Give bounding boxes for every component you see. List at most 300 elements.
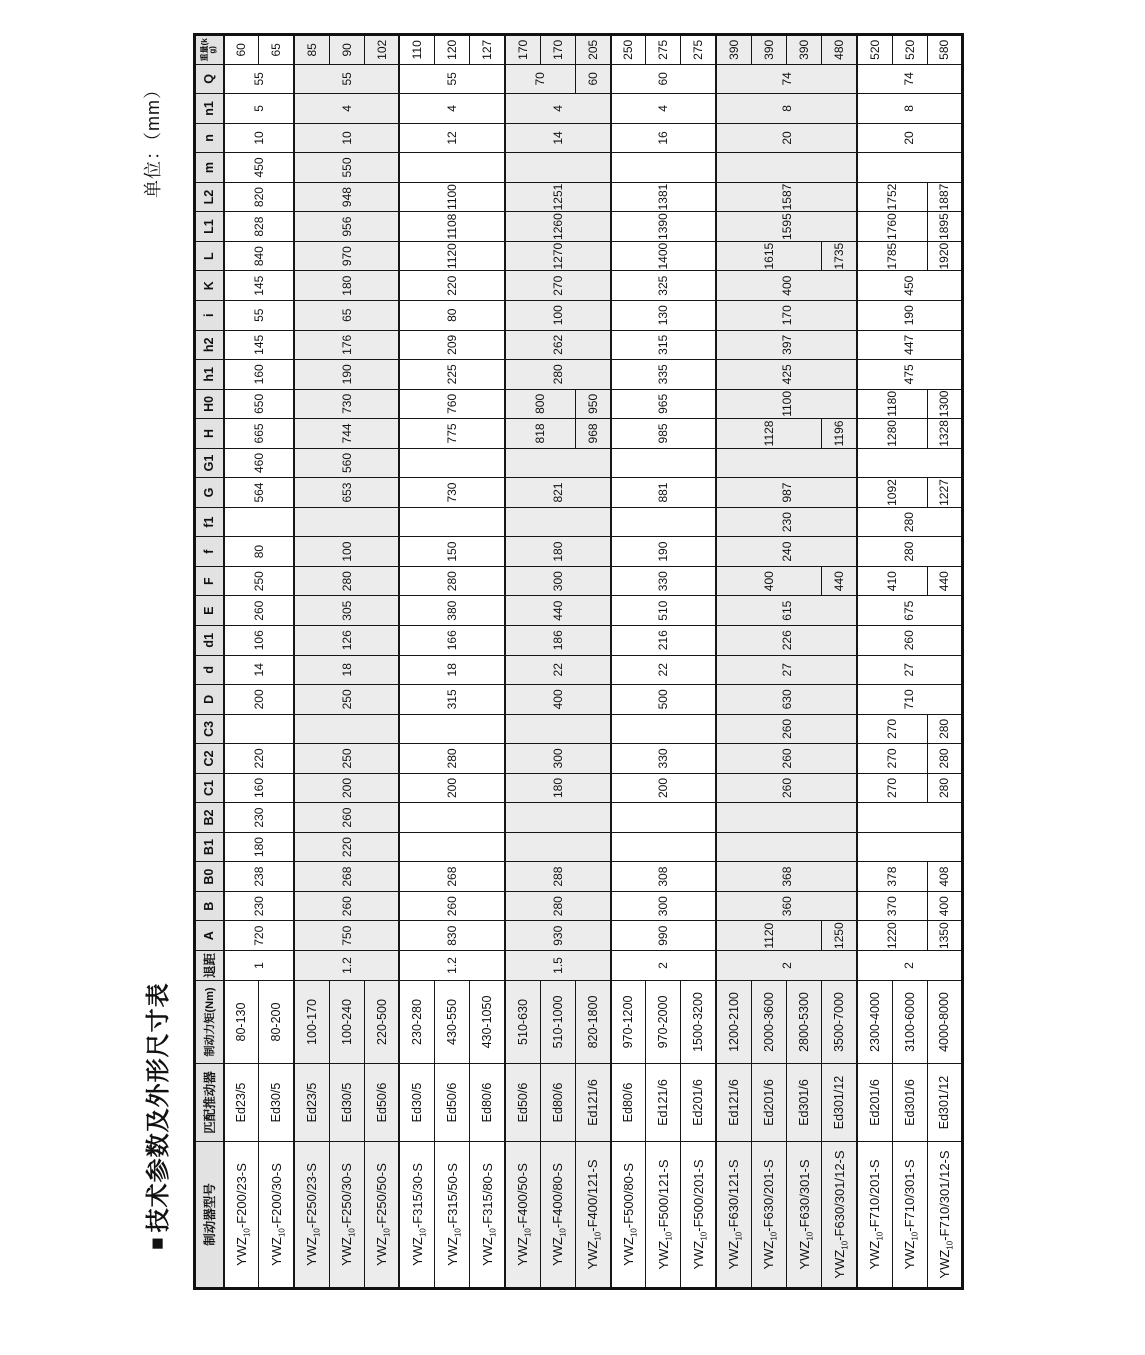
dim-cell: 190 (857, 300, 963, 330)
dim-cell (611, 714, 717, 744)
table-row (505, 35, 540, 1289)
thruster-cell: Ed50/6 (505, 1064, 540, 1142)
dim-cell: 18 (399, 655, 505, 685)
column-header: h1 (195, 360, 224, 390)
dim-cell: 280 (927, 744, 962, 774)
column-header: m (195, 153, 224, 183)
torque-cell: 80-200 (259, 981, 294, 1064)
dim-cell: 127 (470, 35, 505, 65)
torque-cell: 2800-5300 (787, 981, 822, 1064)
torque-cell: 2000-3600 (751, 981, 786, 1064)
dim-cell: 408 (927, 862, 962, 892)
dim-cell: 830 (399, 921, 505, 951)
model-cell: $YWZ_{10}-F500/121-S$ (646, 1142, 681, 1289)
dim-cell: 280 (927, 773, 962, 803)
dim-cell: 650 (224, 389, 294, 419)
torque-cell: 4000-8000 (927, 981, 962, 1064)
dim-cell (399, 507, 505, 537)
dim-cell: 170 (540, 35, 575, 65)
dim-cell: 1300 (927, 389, 962, 419)
dim-cell: 180 (294, 271, 400, 301)
dim-cell: 160 (224, 773, 294, 803)
dim-cell (611, 448, 717, 478)
column-header: C3 (195, 714, 224, 744)
model-cell: $YWZ_{10}-F250/30-S$ (329, 1142, 364, 1289)
column-header: d (195, 655, 224, 685)
dim-cell (294, 507, 400, 537)
dim-cell: 27 (716, 655, 857, 685)
column-header: H0 (195, 389, 224, 419)
dim-cell: 60 (575, 64, 610, 94)
dim-cell: 10 (224, 123, 294, 153)
thruster-cell: Ed201/6 (681, 1064, 716, 1142)
dim-cell: 1328 (927, 419, 962, 449)
column-header: f1 (195, 507, 224, 537)
dim-cell: 180 (505, 537, 611, 567)
thruster-cell: Ed80/6 (470, 1064, 505, 1142)
model-cell: $YWZ_{10}-F315/50-S$ (435, 1142, 470, 1289)
stroke-cell: 1.2 (399, 951, 505, 981)
dim-cell: 965 (611, 389, 717, 419)
title-bullet-icon: ■ (146, 1236, 169, 1250)
dim-cell: 170 (716, 300, 857, 330)
dim-cell: 1920 (927, 241, 962, 271)
dim-cell: 280 (505, 360, 611, 390)
column-header: B0 (195, 862, 224, 892)
dim-cell: 260 (716, 744, 857, 774)
dim-cell: 580 (927, 35, 962, 65)
torque-cell: 2300-4000 (857, 981, 892, 1064)
dim-cell (505, 803, 611, 833)
dim-cell: 720 (224, 921, 294, 951)
column-header: f (195, 537, 224, 567)
dim-cell: 55 (224, 64, 294, 94)
dim-cell: 16 (611, 123, 717, 153)
column-header: D (195, 685, 224, 715)
dim-cell: 1381 (611, 182, 717, 212)
column-header: L (195, 241, 224, 271)
dim-cell: 220 (399, 271, 505, 301)
dim-cell: 615 (716, 596, 857, 626)
unit-label-text: 单位：（mm） (143, 80, 163, 198)
dim-cell (505, 507, 611, 537)
dim-cell (611, 832, 717, 862)
dim-cell: 1108 (399, 212, 505, 242)
dim-cell: 280 (857, 537, 963, 567)
dim-cell (716, 803, 857, 833)
model-cell: $YWZ_{10}-F315/80-S$ (470, 1142, 505, 1289)
dim-cell: 4 (399, 94, 505, 124)
model-cell: $YWZ_{10}-F400/80-S$ (540, 1142, 575, 1289)
dim-cell: 397 (716, 330, 857, 360)
dim-cell: 275 (681, 35, 716, 65)
dim-cell: 200 (224, 685, 294, 715)
dim-cell: 520 (892, 35, 927, 65)
unit-label (139, 70, 161, 198)
dim-cell: 520 (857, 35, 892, 65)
thruster-cell: Ed301/12 (822, 1064, 857, 1142)
torque-cell: 510-630 (505, 981, 540, 1064)
column-header: L1 (195, 212, 224, 242)
dim-cell (611, 507, 717, 537)
model-cell: $YWZ_{10}-F200/23-S$ (224, 1142, 259, 1289)
dim-cell (611, 153, 717, 183)
dim-cell: 1220 (857, 921, 927, 951)
column-header: E (195, 596, 224, 626)
dim-cell: 55 (224, 300, 294, 330)
dim-cell: 800 (505, 389, 575, 419)
dim-cell: 440 (505, 596, 611, 626)
dim-cell: 20 (716, 123, 857, 153)
dim-cell: 260 (857, 625, 963, 655)
dim-cell: 950 (575, 389, 610, 419)
dim-cell: 1390 (611, 212, 717, 242)
table-row (716, 35, 751, 1289)
dim-cell: 110 (399, 35, 434, 65)
dim-cell: 744 (294, 419, 400, 449)
thruster-cell: Ed80/6 (540, 1064, 575, 1142)
dim-cell: 270 (857, 714, 927, 744)
dim-cell: 1270 (505, 241, 611, 271)
column-header: Q (195, 64, 224, 94)
column-header: H (195, 419, 224, 449)
dim-cell: 60 (224, 35, 259, 65)
dim-cell: 985 (611, 419, 717, 449)
dim-cell: 106 (224, 625, 294, 655)
dim-cell: 1887 (927, 182, 962, 212)
dim-cell: 1785 (857, 241, 927, 271)
dim-cell: 80 (399, 300, 505, 330)
torque-cell: 430-1050 (470, 981, 505, 1064)
dim-cell: 378 (857, 862, 927, 892)
dim-cell: 22 (505, 655, 611, 685)
dim-cell: 126 (294, 625, 400, 655)
dim-cell: 630 (716, 685, 857, 715)
dim-cell: 150 (399, 537, 505, 567)
dim-cell: 400 (716, 271, 857, 301)
torque-cell: 100-240 (329, 981, 364, 1064)
dim-cell: 1251 (505, 182, 611, 212)
dim-cell: 818 (505, 419, 575, 449)
dim-cell: 65 (259, 35, 294, 65)
torque-cell: 230-280 (399, 981, 434, 1064)
thruster-cell: Ed301/6 (787, 1064, 822, 1142)
dim-cell: 238 (224, 862, 294, 892)
thruster-cell: Ed80/6 (611, 1064, 646, 1142)
dim-cell: 166 (399, 625, 505, 655)
dim-cell: 970 (294, 241, 400, 271)
dim-cell (399, 153, 505, 183)
dim-cell: 130 (611, 300, 717, 330)
dim-cell: 1227 (927, 478, 962, 508)
thruster-cell: Ed301/12 (927, 1064, 962, 1142)
dim-cell: 1120 (399, 241, 505, 271)
dim-cell: 360 (716, 891, 857, 921)
dim-cell: 730 (399, 478, 505, 508)
dim-cell: 200 (294, 773, 400, 803)
dim-cell (857, 153, 963, 183)
dim-cell: 300 (611, 891, 717, 921)
stroke-cell: 1.5 (505, 951, 611, 981)
dim-cell: 450 (857, 271, 963, 301)
page-title (138, 966, 170, 1250)
column-header: B (195, 891, 224, 921)
model-cell: $YWZ_{10}-F710/301-S$ (892, 1142, 927, 1289)
torque-cell: 430-550 (435, 981, 470, 1064)
column-header: 制动器型号 (195, 1142, 224, 1289)
dim-cell: 10 (294, 123, 400, 153)
dim-cell (294, 714, 400, 744)
thruster-cell: Ed50/6 (435, 1064, 470, 1142)
thruster-cell: Ed121/6 (575, 1064, 610, 1142)
model-cell: $YWZ_{10}-F400/121-S$ (575, 1142, 610, 1289)
dim-cell: 990 (611, 921, 717, 951)
column-header: 匹配推动器 (195, 1064, 224, 1142)
dim-cell (857, 448, 963, 478)
dim-cell: 8 (857, 94, 963, 124)
dim-cell: 1100 (716, 389, 857, 419)
dim-cell: 1120 (716, 921, 822, 951)
dim-cell (505, 832, 611, 862)
model-cell: $YWZ_{10}-F315/30-S$ (399, 1142, 434, 1289)
dim-cell: 100 (505, 300, 611, 330)
dim-cell: 315 (611, 330, 717, 360)
torque-cell: 80-130 (224, 981, 259, 1064)
dim-cell: 80 (224, 537, 294, 567)
dim-cell (399, 803, 505, 833)
dim-cell: 120 (435, 35, 470, 65)
dim-cell: 330 (611, 566, 717, 596)
dim-cell: 440 (822, 566, 857, 596)
model-cell: $YWZ_{10}-F500/201-S$ (681, 1142, 716, 1289)
model-cell: $YWZ_{10}-F710/201-S$ (857, 1142, 892, 1289)
torque-cell: 100-170 (294, 981, 329, 1064)
dim-cell: 820 (224, 182, 294, 212)
stroke-cell: 2 (857, 951, 963, 981)
column-header: d1 (195, 625, 224, 655)
dim-cell: 308 (611, 862, 717, 892)
dim-cell: 262 (505, 330, 611, 360)
dim-cell: 230 (716, 507, 857, 537)
model-cell: $YWZ_{10}-F630/201-S$ (751, 1142, 786, 1289)
model-cell: $YWZ_{10}-F250/50-S$ (364, 1142, 399, 1289)
page-title-text: 技术参数及外形尺寸表 (145, 982, 172, 1233)
column-header: B1 (195, 832, 224, 862)
dim-cell: 675 (857, 596, 963, 626)
dim-cell: 12 (399, 123, 505, 153)
dim-cell: 230 (224, 803, 294, 833)
dim-cell: 750 (294, 921, 400, 951)
dim-cell: 390 (716, 35, 751, 65)
dim-cell: 160 (224, 360, 294, 390)
dim-cell: 1615 (716, 241, 822, 271)
dim-cell: 300 (505, 566, 611, 596)
dim-cell: 1250 (822, 921, 857, 951)
dim-cell: 288 (505, 862, 611, 892)
dim-cell: 881 (611, 478, 717, 508)
dim-cell: 260 (294, 803, 400, 833)
dim-cell: 425 (716, 360, 857, 390)
dim-cell: 270 (857, 773, 927, 803)
dim-cell: 260 (716, 714, 857, 744)
dim-cell: 447 (857, 330, 963, 360)
dim-cell: 190 (294, 360, 400, 390)
dim-cell: 1180 (857, 389, 927, 419)
torque-cell: 970-1200 (611, 981, 646, 1064)
thruster-cell: Ed23/5 (294, 1064, 329, 1142)
dim-cell: 368 (716, 862, 857, 892)
spec-table-wrap (193, 36, 962, 1290)
stroke-cell: 1.2 (294, 951, 400, 981)
dim-cell (224, 714, 294, 744)
thruster-cell: Ed23/5 (224, 1064, 259, 1142)
dim-cell: 180 (224, 832, 294, 862)
dim-cell: 956 (294, 212, 400, 242)
dim-cell: 305 (294, 596, 400, 626)
dim-cell: 653 (294, 478, 400, 508)
dim-cell: 300 (505, 744, 611, 774)
dim-cell: 821 (505, 478, 611, 508)
dim-cell: 4 (611, 94, 717, 124)
dim-cell: 968 (575, 419, 610, 449)
thruster-cell: Ed201/6 (751, 1064, 786, 1142)
table-row (294, 35, 329, 1289)
model-cell: $YWZ_{10}-F630/301/12-S$ (822, 1142, 857, 1289)
dim-cell: 65 (294, 300, 400, 330)
dim-cell: 250 (611, 35, 646, 65)
column-header: 重量(kg) (195, 35, 224, 65)
stroke-cell: 1 (224, 951, 294, 981)
torque-cell: 3100-6000 (892, 981, 927, 1064)
dim-cell: 280 (505, 891, 611, 921)
thruster-cell: Ed30/5 (399, 1064, 434, 1142)
dim-cell: 4 (505, 94, 611, 124)
dim-cell: 1895 (927, 212, 962, 242)
model-cell: $YWZ_{10}-F250/23-S$ (294, 1142, 329, 1289)
dim-cell: 186 (505, 625, 611, 655)
column-header: n (195, 123, 224, 153)
model-cell: $YWZ_{10}-F400/50-S$ (505, 1142, 540, 1289)
dim-cell: 948 (294, 182, 400, 212)
dim-cell: 230 (224, 891, 294, 921)
column-header: B2 (195, 803, 224, 833)
dim-cell: 410 (857, 566, 927, 596)
dim-cell: 220 (224, 744, 294, 774)
dim-cell (505, 448, 611, 478)
dim-cell: 260 (399, 891, 505, 921)
dim-cell (611, 803, 717, 833)
dim-cell: 180 (505, 773, 611, 803)
torque-cell: 3500-7000 (822, 981, 857, 1064)
model-cell: $YWZ_{10}-F630/121-S$ (716, 1142, 751, 1289)
dim-cell: 380 (399, 596, 505, 626)
dim-cell (857, 803, 963, 833)
dim-cell: 14 (224, 655, 294, 685)
dim-cell: 226 (716, 625, 857, 655)
dim-cell (857, 832, 963, 862)
dim-cell: 270 (857, 744, 927, 774)
dim-cell: 8 (716, 94, 857, 124)
dim-cell: 460 (224, 448, 294, 478)
dim-cell: 760 (399, 389, 505, 419)
torque-cell: 1500-3200 (681, 981, 716, 1064)
dim-cell: 840 (224, 241, 294, 271)
dim-cell: 1595 (716, 212, 857, 242)
dim-cell: 205 (575, 35, 610, 65)
thruster-cell: Ed121/6 (646, 1064, 681, 1142)
dim-cell: 390 (751, 35, 786, 65)
dim-cell: 14 (505, 123, 611, 153)
dim-cell: 280 (399, 744, 505, 774)
dim-cell: 450 (224, 153, 294, 183)
dim-cell: 190 (611, 537, 717, 567)
dim-cell: 1587 (716, 182, 857, 212)
dim-cell: 5 (224, 94, 294, 124)
column-header: C2 (195, 744, 224, 774)
stroke-cell: 2 (716, 951, 857, 981)
dim-cell: 280 (857, 507, 963, 537)
dim-cell: 400 (927, 891, 962, 921)
dim-cell: 1128 (716, 419, 822, 449)
dim-cell: 1735 (822, 241, 857, 271)
dim-cell: 280 (927, 714, 962, 744)
thruster-cell: Ed30/5 (259, 1064, 294, 1142)
dim-cell: 1260 (505, 212, 611, 242)
dim-cell: 176 (294, 330, 400, 360)
stroke-cell: 2 (611, 951, 717, 981)
dim-cell: 325 (611, 271, 717, 301)
dim-cell: 775 (399, 419, 505, 449)
dim-cell: 74 (857, 64, 963, 94)
dim-cell: 250 (224, 566, 294, 596)
dim-cell: 225 (399, 360, 505, 390)
dim-cell: 250 (294, 744, 400, 774)
dim-cell: 250 (294, 685, 400, 715)
dim-cell: 260 (716, 773, 857, 803)
dim-cell: 268 (399, 862, 505, 892)
dim-cell: 280 (294, 566, 400, 596)
dim-cell: 216 (611, 625, 717, 655)
dim-cell: 200 (611, 773, 717, 803)
dim-cell (505, 714, 611, 744)
model-cell: $YWZ_{10}-F500/80-S$ (611, 1142, 646, 1289)
dim-cell: 280 (399, 566, 505, 596)
dim-cell: 145 (224, 330, 294, 360)
dim-cell (399, 832, 505, 862)
dim-cell: 260 (294, 891, 400, 921)
dim-cell: 270 (505, 271, 611, 301)
dim-cell: 500 (611, 685, 717, 715)
column-header: 制动力矩(Nm) (195, 981, 224, 1064)
dim-cell: 275 (646, 35, 681, 65)
dim-cell (716, 448, 857, 478)
dim-cell: 1092 (857, 478, 927, 508)
dim-cell: 4 (294, 94, 400, 124)
dim-cell: 1100 (399, 182, 505, 212)
dim-cell: 1400 (611, 241, 717, 271)
dim-cell: 665 (224, 419, 294, 449)
column-header: F (195, 566, 224, 596)
dim-cell: 22 (611, 655, 717, 685)
column-header: h2 (195, 330, 224, 360)
column-header: i (195, 300, 224, 330)
dim-cell: 240 (716, 537, 857, 567)
dim-cell: 400 (505, 685, 611, 715)
dim-cell: 560 (294, 448, 400, 478)
dim-cell: 18 (294, 655, 400, 685)
dim-cell: 1760 (857, 212, 927, 242)
table-row (224, 35, 259, 1289)
